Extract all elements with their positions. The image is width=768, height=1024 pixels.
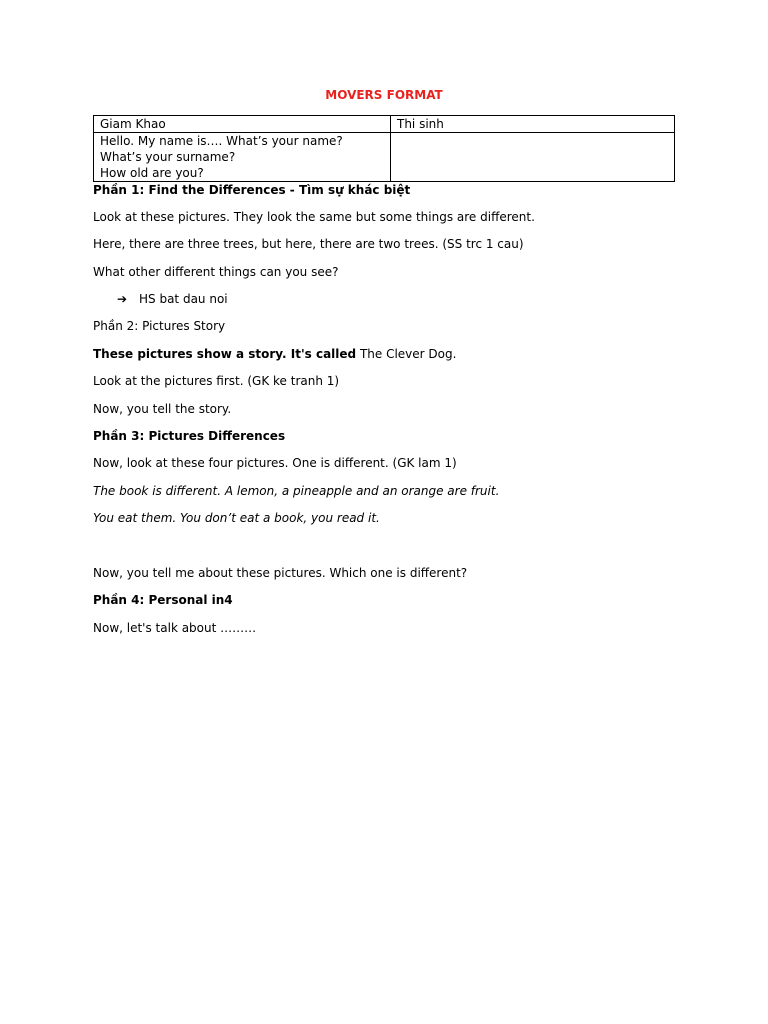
- part3-line: Now, look at these four pictures. One is different. (GK lam 1): [93, 456, 457, 470]
- part2-line: Look at the pictures first. (GK ke tranh 1): [93, 374, 340, 388]
- candidate-cell: [391, 133, 675, 182]
- table-row: [94, 133, 675, 182]
- examiner-line: Hello. My name is…. What’s your name?: [100, 134, 343, 148]
- header-candidate: Thi sinh: [391, 116, 675, 133]
- header-examiner: Giam Khao: [94, 116, 391, 133]
- document-title: MOVERS FORMAT: [325, 88, 443, 102]
- part1-line: What other different things can you see?: [93, 265, 339, 279]
- part2-heading: Phần 2: Pictures Story: [93, 319, 226, 333]
- part3-heading: Phần 3: Pictures Differences: [93, 429, 286, 443]
- part3-line: Now, you tell me about these pictures. Which one is different?: [93, 566, 468, 580]
- part1-line: Look at these pictures. They look the same but some things are different.: [93, 210, 535, 224]
- bullet-text: HS bat dau noi: [139, 292, 228, 306]
- part2-line: Now, you tell the story.: [93, 402, 232, 416]
- story-title: The Clever Dog.: [356, 347, 457, 361]
- arrow-right-icon: ➔: [117, 292, 128, 306]
- examiner-line: What’s your surname?: [100, 150, 236, 164]
- table-header-row: [94, 116, 675, 133]
- roles-table: [93, 115, 675, 182]
- part3-italic-line: You eat them. You don’t eat a book, you read it.: [93, 511, 380, 525]
- part3-italic-line: The book is different. A lemon, a pineapple and an orange are fruit.: [93, 484, 500, 498]
- examiner-cell: [94, 133, 391, 182]
- examiner-line: How old are you?: [100, 166, 204, 180]
- part4-heading: Phần 4: Personal in4: [93, 593, 233, 607]
- story-intro-bold: These pictures show a story. It's called: [93, 347, 357, 361]
- part1-bullet: [117, 292, 228, 307]
- part2-story-intro: [93, 347, 456, 362]
- part1-heading: Phần 1: Find the Differences - Tìm sự khác biệt: [93, 183, 411, 197]
- part4-line: Now, let's talk about ………: [93, 621, 257, 635]
- part1-line: Here, there are three trees, but here, there are two trees. (SS trc 1 cau): [93, 237, 524, 251]
